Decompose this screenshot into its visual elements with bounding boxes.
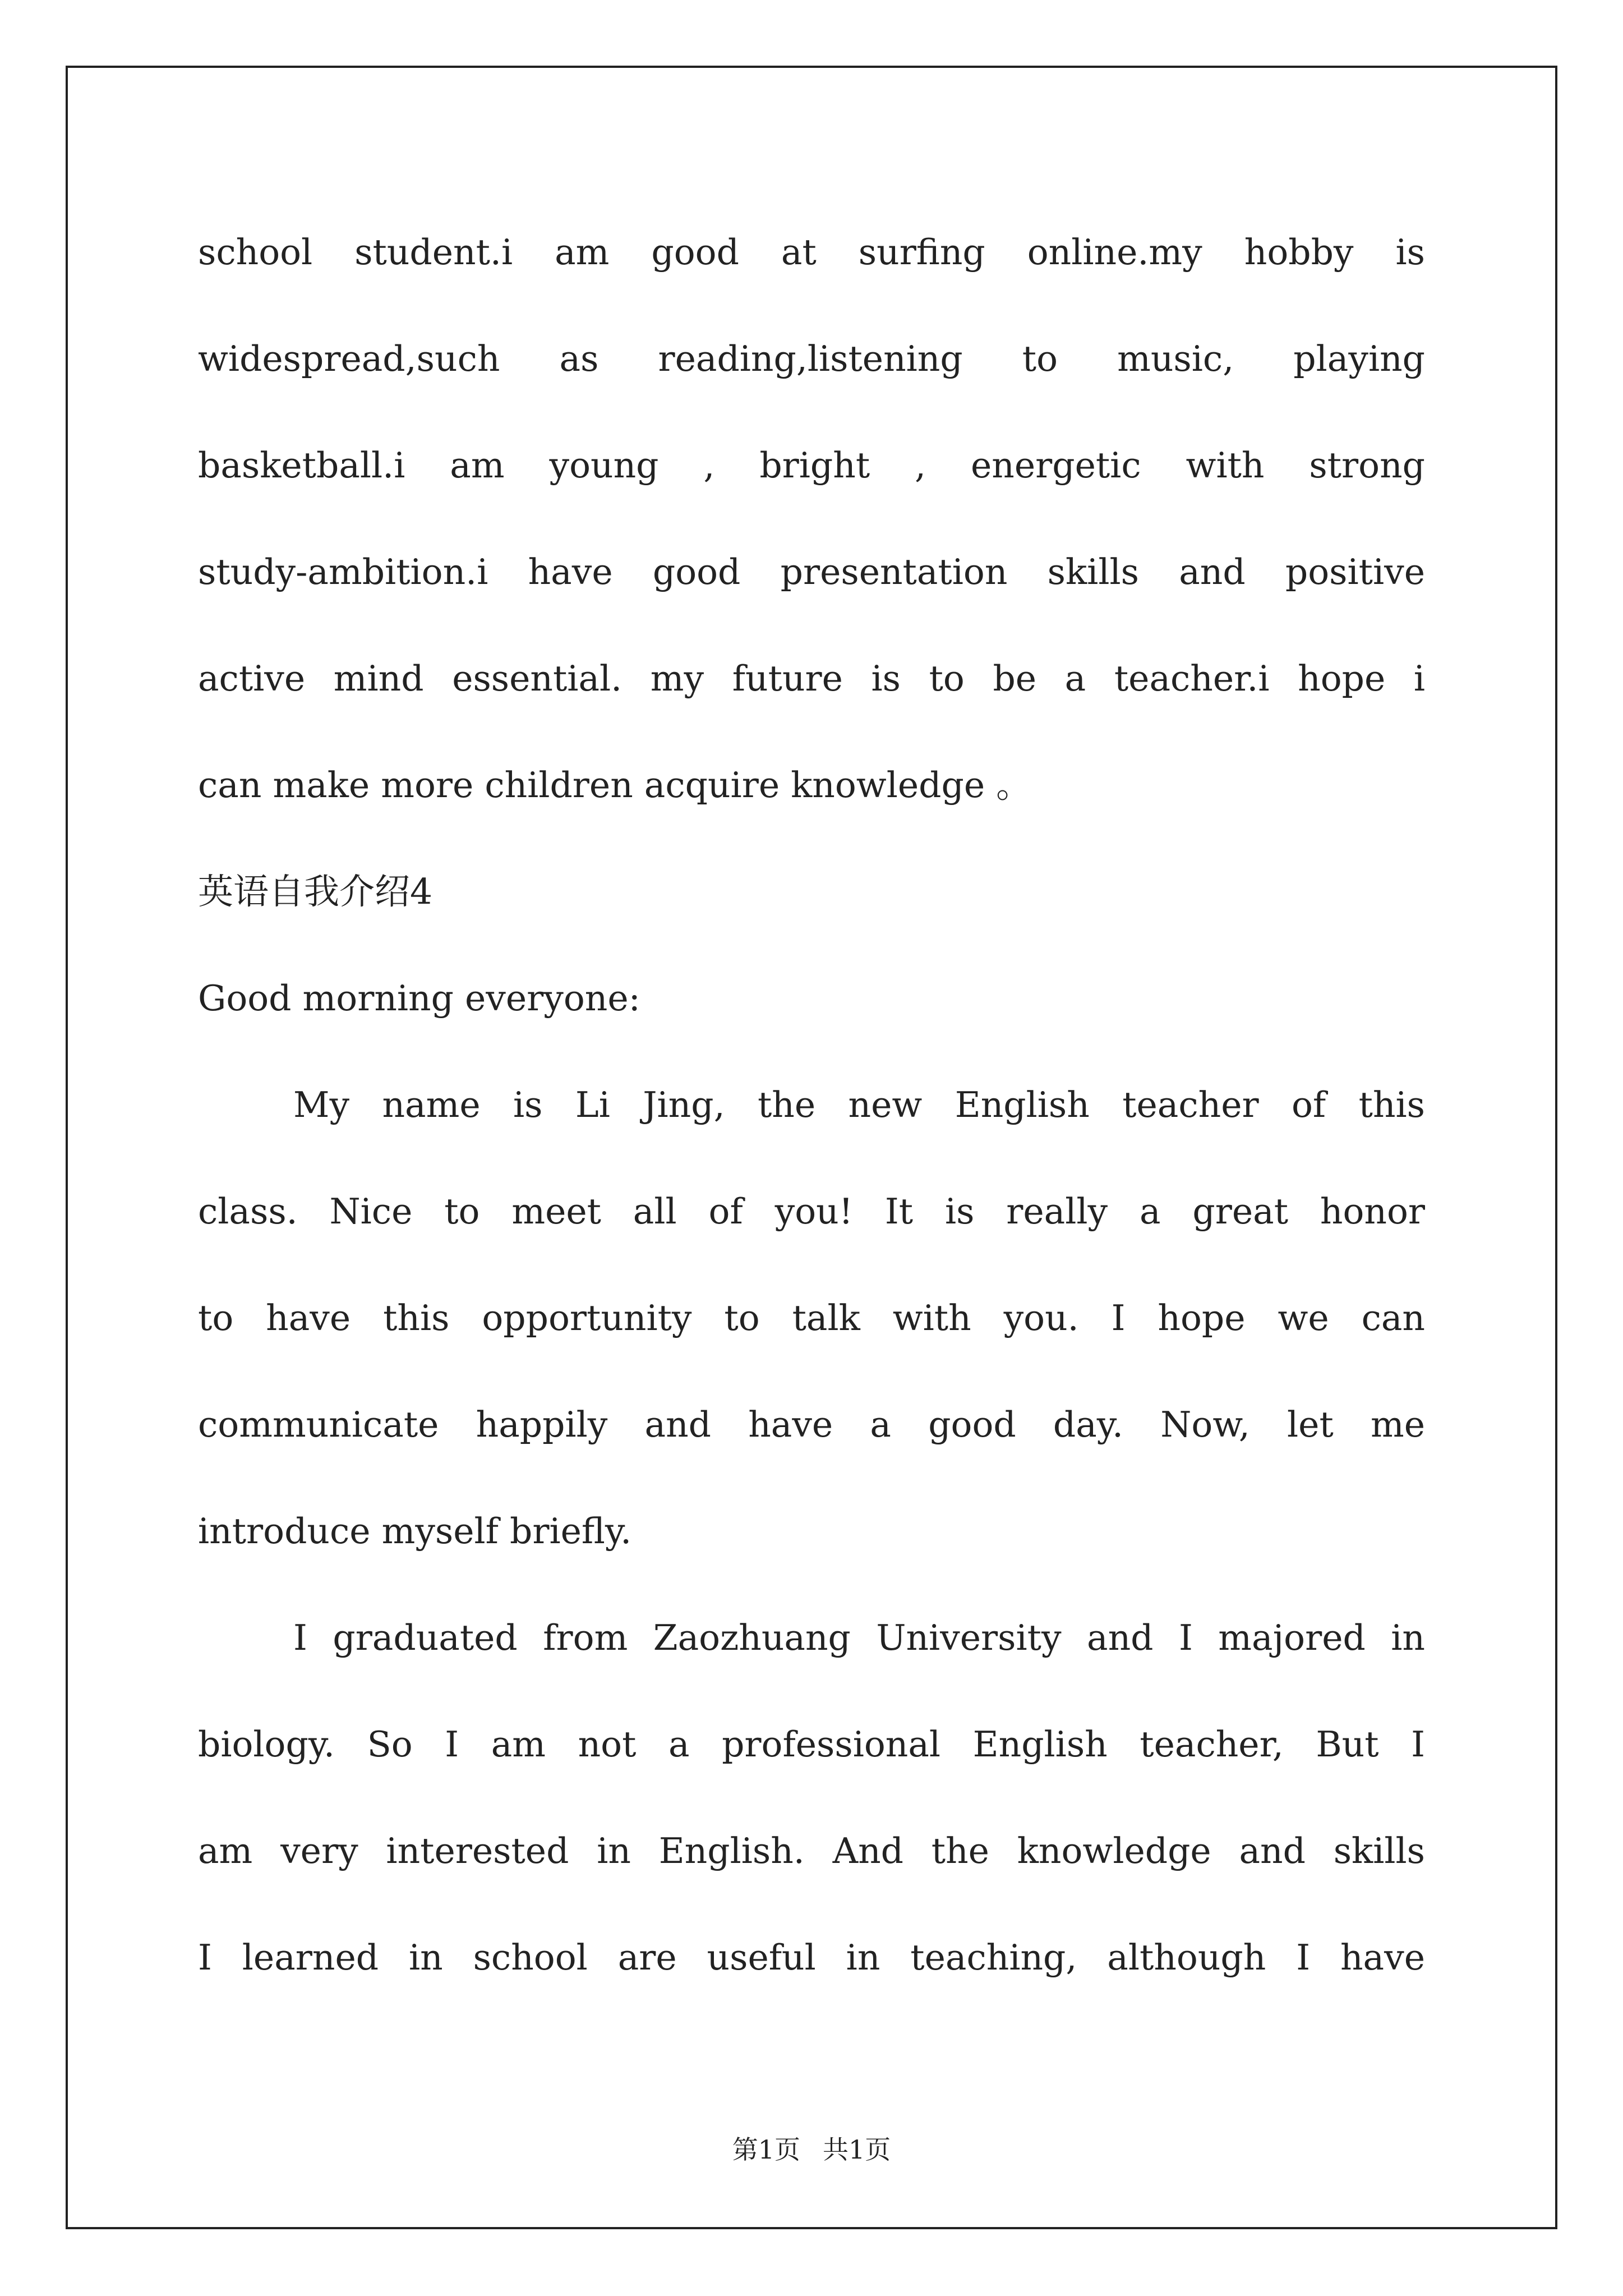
text-line: introduce myself briefly. bbox=[198, 1511, 632, 1552]
text-line: to have this opportunity to talk with you. I hope we can bbox=[198, 1297, 1425, 1338]
text-line: I learned in school are useful in teaching, although I have bbox=[198, 1937, 1425, 1978]
paragraph-start: I graduated from Zaozhuang University and I majored in bbox=[293, 1617, 1425, 1658]
text-line: communicate happily and have a good day. Now, let me bbox=[198, 1404, 1425, 1445]
greeting-line: Good morning everyone: bbox=[198, 978, 640, 1019]
page-border bbox=[66, 66, 1557, 2229]
text-line: basketball.i am young , bright , energetic with strong bbox=[198, 445, 1425, 486]
text-line: biology. So I am not a professional English teacher, But I bbox=[198, 1724, 1425, 1765]
paragraph-start: My name is Li Jing, the new English teacher of this bbox=[293, 1084, 1425, 1125]
text-line: class. Nice to meet all of you! It is really a great honor bbox=[198, 1191, 1425, 1232]
text-line: widespread,such as reading,listening to music, playing bbox=[198, 338, 1425, 379]
text-line: study-ambition.i have good presentation skills and positive bbox=[198, 551, 1425, 592]
text-line: am very interested in English. And the knowledge and skills bbox=[198, 1830, 1425, 1871]
text-line: school student.i am good at surfing online.my hobby is bbox=[198, 232, 1425, 273]
section-heading: 英语自我介绍4 bbox=[198, 871, 433, 912]
page-total: 共1页 bbox=[823, 2134, 891, 2165]
text-line: can make more children acquire knowledge 。 bbox=[198, 765, 1032, 806]
text-line: active mind essential. my future is to be a teacher.i hope i bbox=[198, 658, 1425, 699]
page-number: 第1页 bbox=[732, 2134, 800, 2165]
page-footer bbox=[0, 2129, 1623, 2166]
